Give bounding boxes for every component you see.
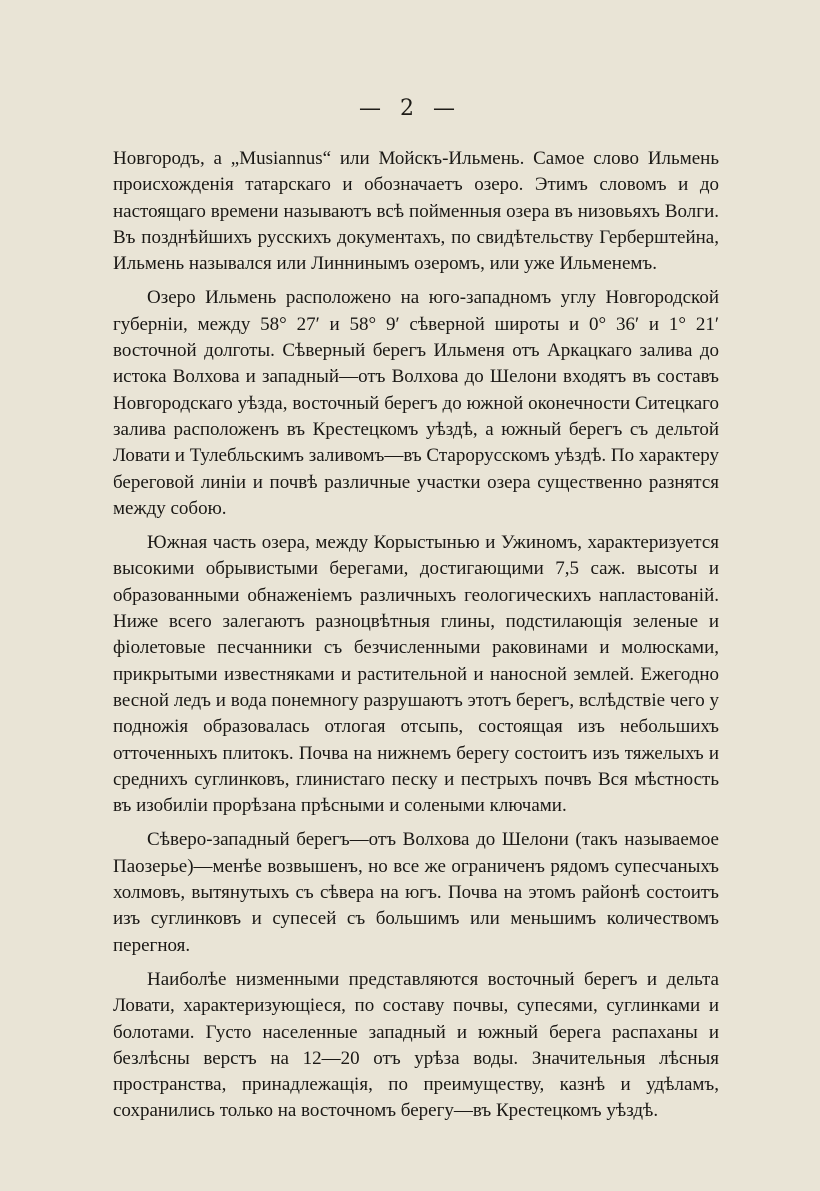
body-text [113, 146, 719, 1133]
page-number: — 2 — [359, 96, 461, 121]
paragraph-2: Озеро Ильмень расположено на юго-западномъ углу Новгородской губерніи, между 58° 27′ и 58° 9′ сѣверной широты и 0° 36′ и 1° 21′ восточной долготы. Сѣверный берегъ Ильменя отъ Аркацкаго залива до истока Волхова и западный—отъ Волхова до Шелони входятъ въ составъ Новгородскаго уѣзда, восточный берегъ до южной оконечности Ситецкаго залива расположенъ въ Крестецкомъ уѣздѣ, а южный берегъ съ дельтой Ловати и Тулебльскимъ заливомъ—въ Старорусскомъ уѣздѣ. По характеру береговой линіи и почвѣ различные участки озера существенно разнятся между собою. [113, 287, 719, 519]
paragraph-5: Наиболѣе низменными представляются восточный берегъ и дельта Ловати, характеризующіеся, по составу почвы, супесями, суглинками и болотами. Густо населенные западный и южный берега распаханы и безлѣсны верстъ на 12—20 отъ урѣза воды. Значительныя лѣсныя пространства, принадлежащія, по преимуществу, казнѣ и удѣламъ, сохранились только на восточномъ берегу—въ Крестецкомъ уѣздѣ. [113, 968, 719, 1122]
paragraph-3: Южная часть озера, между Корыстынью и Ужиномъ, характеризуется высокими обрывистыми берегами, достигающими 7,5 саж. высоты и образованными обнаженіемъ различныхъ геологическихъ напластованій. Ниже всего залегаютъ разноцвѣтныя глины, подстилающія зеленые и фіолетовые песчанники съ безчисленными раковинами и молюсками, прикрытыми известняками и растительной и наносной землей. Ежегодно весной ледъ и вода понемногу разрушаютъ этотъ берегъ, вслѣдствіе чего у подножія образовалась отлогая отсыпь, состоящая изъ небольшихъ отточенныхъ плитокъ. Почва на нижнемъ берегу состоитъ изъ тяжелыхъ и среднихъ суглинковъ, глинистаго песку и пестрыхъ почвъ Вся мѣстность въ изобиліи прорѣзана прѣсными и солеными ключами. [113, 532, 719, 817]
paragraph-1: Новгородъ, а „Musiannus“ или Мойскъ-Ильмень. Самое слово Ильмень происхожденія татарскаго и обозначаетъ озеро. Этимъ словомъ и до настоящаго времени называютъ всѣ пойменныя озера въ низовьяхъ Волги. Въ позднѣйшихъ русскихъ документахъ, по свидѣтельству Герберштейна, Ильмень назывался или Линнинымъ озеромъ, или уже Ильменемъ. [113, 148, 719, 275]
paragraph-4: Сѣверо-западный берегъ—отъ Волхова до Шелони (такъ называемое Паозерье)—менѣе возвышенъ, но все же ограниченъ рядомъ супесчаныхъ холмовъ, вытянутыхъ съ сѣвера на югъ. Почва на этомъ районѣ состоитъ изъ суглинковъ и супесей съ большимъ или меньшимъ количествомъ перегноя. [113, 829, 719, 956]
